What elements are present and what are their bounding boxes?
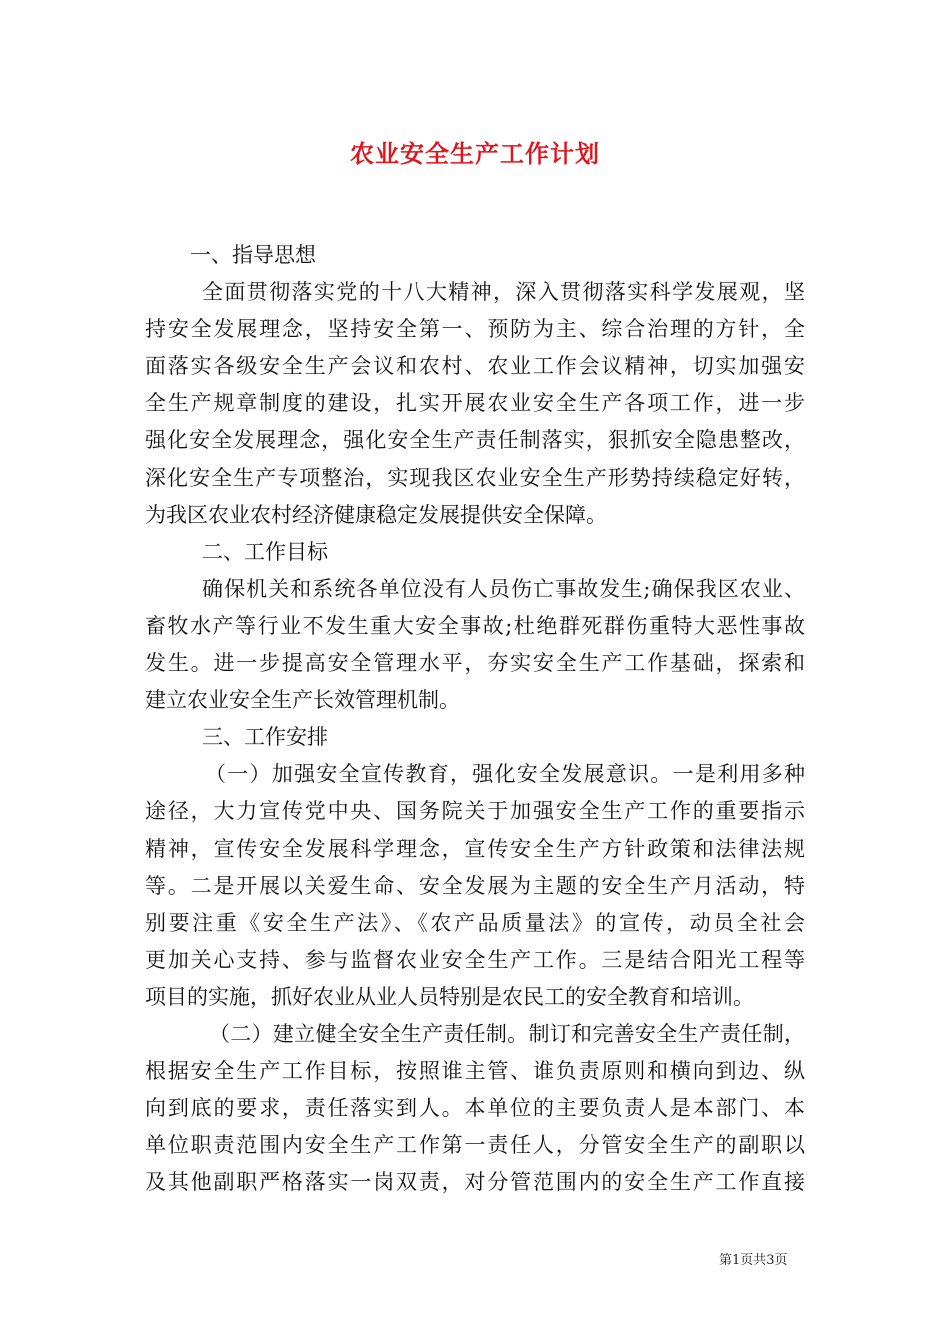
paragraph-line: 等。二是开展以关爱生命、安全发展为主题的安全生产月活动，特 [145, 873, 805, 898]
paragraph-line: 单位职责范围内安全生产工作第一责任人，分管安全生产的副职以 [145, 1133, 805, 1158]
paragraph-line: 向到底的要求，责任落实到人。本单位的主要负责人是本部门、本 [145, 1096, 805, 1121]
paragraph-line: （二）建立健全安全生产责任制。制订和完善安全生产责任制， [209, 1021, 805, 1046]
section-heading: 三、工作安排 [202, 725, 328, 750]
paragraph-line: 根据安全生产工作目标，按照谁主管、谁负责原则和横向到边、纵 [145, 1059, 805, 1084]
paragraph-line: 畜牧水产等行业不发生重大安全事故;杜绝群死群伤重特大恶性事故 [145, 613, 805, 638]
paragraph-line: 强化安全发展理念，强化安全生产责任制落实，狠抓安全隐患整改， [145, 428, 805, 453]
paragraph-line: （一）加强安全宣传教育，强化安全发展意识。一是利用多种 [205, 762, 805, 787]
paragraph-line: 精神，宣传安全发展科学理念，宣传安全生产方针政策和法律法规 [145, 836, 805, 861]
paragraph-line: 及其他副职严格落实一岗双责，对分管范围内的安全生产工作直接 [145, 1170, 805, 1195]
paragraph-line: 更加关心支持、参与监督农业安全生产工作。三是结合阳光工程等 [145, 947, 805, 972]
paragraph-line: 确保机关和系统各单位没有人员伤亡事故发生;确保我区农业、 [202, 576, 805, 601]
paragraph-line: 项目的实施，抓好农业从业人员特别是农民工的安全教育和培训。 [145, 984, 754, 1009]
paragraph-line: 持安全发展理念，坚持安全第一、预防为主、综合治理的方针，全 [145, 317, 805, 342]
document-body [145, 237, 805, 1201]
paragraph-line: 为我区农业农村经济健康稳定发展提供安全保障。 [145, 502, 607, 527]
paragraph-line: 全生产规章制度的建设，扎实开展农业安全生产各项工作，进一步 [145, 391, 805, 416]
paragraph-line: 建立农业安全生产长效管理机制。 [145, 688, 460, 713]
document-title: 农业安全生产工作计划 [350, 139, 600, 168]
paragraph-line: 全面贯彻落实党的十八大精神，深入贯彻落实科学发展观，坚 [202, 280, 805, 305]
page-number: 第1页共3页 [719, 1253, 788, 1268]
paragraph-line: 发生。进一步提高安全管理水平，夯实安全生产工作基础，探索和 [145, 651, 805, 676]
section-heading: 一、指导思想 [190, 243, 316, 267]
paragraph-line: 别要注重《安全生产法》、《农产品质量法》的宣传，动员全社会 [145, 910, 805, 935]
section-heading: 二、工作目标 [202, 539, 328, 564]
paragraph-line: 面落实各级安全生产会议和农村、农业工作会议精神，切实加强安 [145, 354, 805, 379]
paragraph-line: 深化安全生产专项整治，实现我区农业安全生产形势持续稳定好转， [145, 465, 805, 490]
paragraph-line: 途径，大力宣传党中央、国务院关于加强安全生产工作的重要指示 [145, 799, 805, 824]
